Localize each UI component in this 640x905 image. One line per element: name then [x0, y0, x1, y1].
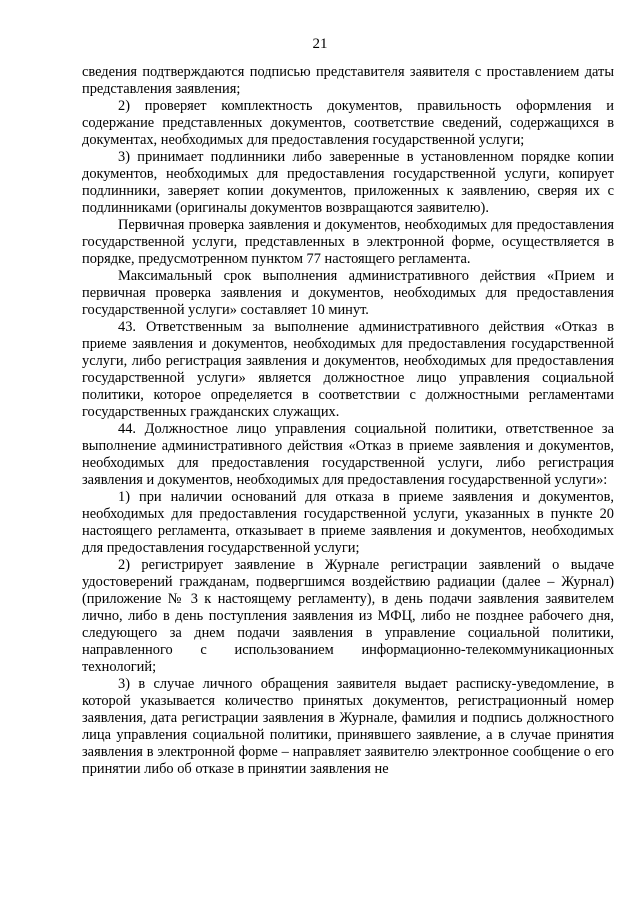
paragraph-44-item-1: 1) при наличии оснований для отказа в приеме заявления и документов, необходимых для предоставления государственной услуги, указанных в пункте 20 настоящего регламента, отказывает в приеме заявления и документов, необходимых для предоставления государственной услуги;	[82, 489, 614, 556]
paragraph-max-term: Максимальный срок выполнения административного действия «Прием и первичная проверка заявления и документов, необходимых для предоставления государственной услуги» составляет 10 минут.	[82, 268, 614, 318]
paragraph-item-2: 2) проверяет комплектность документов, правильность оформления и содержание представленных документов, соответствие сведений, содержащихся в документах, необходимых для предоставления государственной услуги;	[82, 98, 614, 148]
paragraph-electronic-check: Первичная проверка заявления и документов, необходимых для предоставления государственной услуги, представленных в электронной форме, осуществляется в порядке, предусмотренном пунктом 77 настоящего регламента.	[82, 217, 614, 267]
paragraph-item-3: 3) принимает подлинники либо заверенные в установленном порядке копии документов, необходимых для предоставления государственной услуги, копирует подлинники, заверяет копии документов, приложенных к заявлению, сверяя их с подлинниками (оригиналы документов возвращаются заявителю).	[82, 149, 614, 216]
paragraph-44-item-3: 3) в случае личного обращения заявителя выдает расписку-уведомление, в которой указывается количество принятых документов, регистрационный номер заявления, дата регистрации заявления в Журнале, фамилия и подпись должностного лица управления социальной политики, принявшего заявление, а в случае принятия заявления в электронной форме – направляет заявителю электронное сообщение о его принятии либо об отказе в принятии заявления не	[82, 676, 614, 777]
document-body	[82, 64, 614, 778]
paragraph-continuation: сведения подтверждаются подписью представителя заявителя с проставлением даты представления заявления;	[82, 64, 614, 97]
paragraph-section-44: 44. Должностное лицо управления социальной политики, ответственное за выполнение административного действия «Отказ в приеме заявления и документов, необходимых для предоставления государственной услуги, либо регистрация заявления и документов, необходимых для предоставления государственной услуги»:	[82, 421, 614, 488]
paragraph-44-item-2: 2) регистрирует заявление в Журнале регистрации заявлений о выдаче удостоверений гражданам, подвергшимся воздействию радиации (далее – Журнал) (приложение № 3 к настоящему регламенту), в день подачи заявления заявителем лично, либо в день поступления заявления из МФЦ, либо не позднее рабочего дня, следующего за днем подачи заявления в управление социальной политики, направленного с использованием информационно-телекоммуникационных технологий;	[82, 557, 614, 675]
page-number: 21	[312, 36, 328, 52]
paragraph-section-43: 43. Ответственным за выполнение административного действия «Отказ в приеме заявления и документов, необходимых для предоставления государственной услуги, либо регистрация заявления и документов, необходимых для предоставления государственной услуги» является должностное лицо управления социальной политики, которое определяется в соответствии с должностными регламентами государственных гражданских служащих.	[82, 319, 614, 420]
